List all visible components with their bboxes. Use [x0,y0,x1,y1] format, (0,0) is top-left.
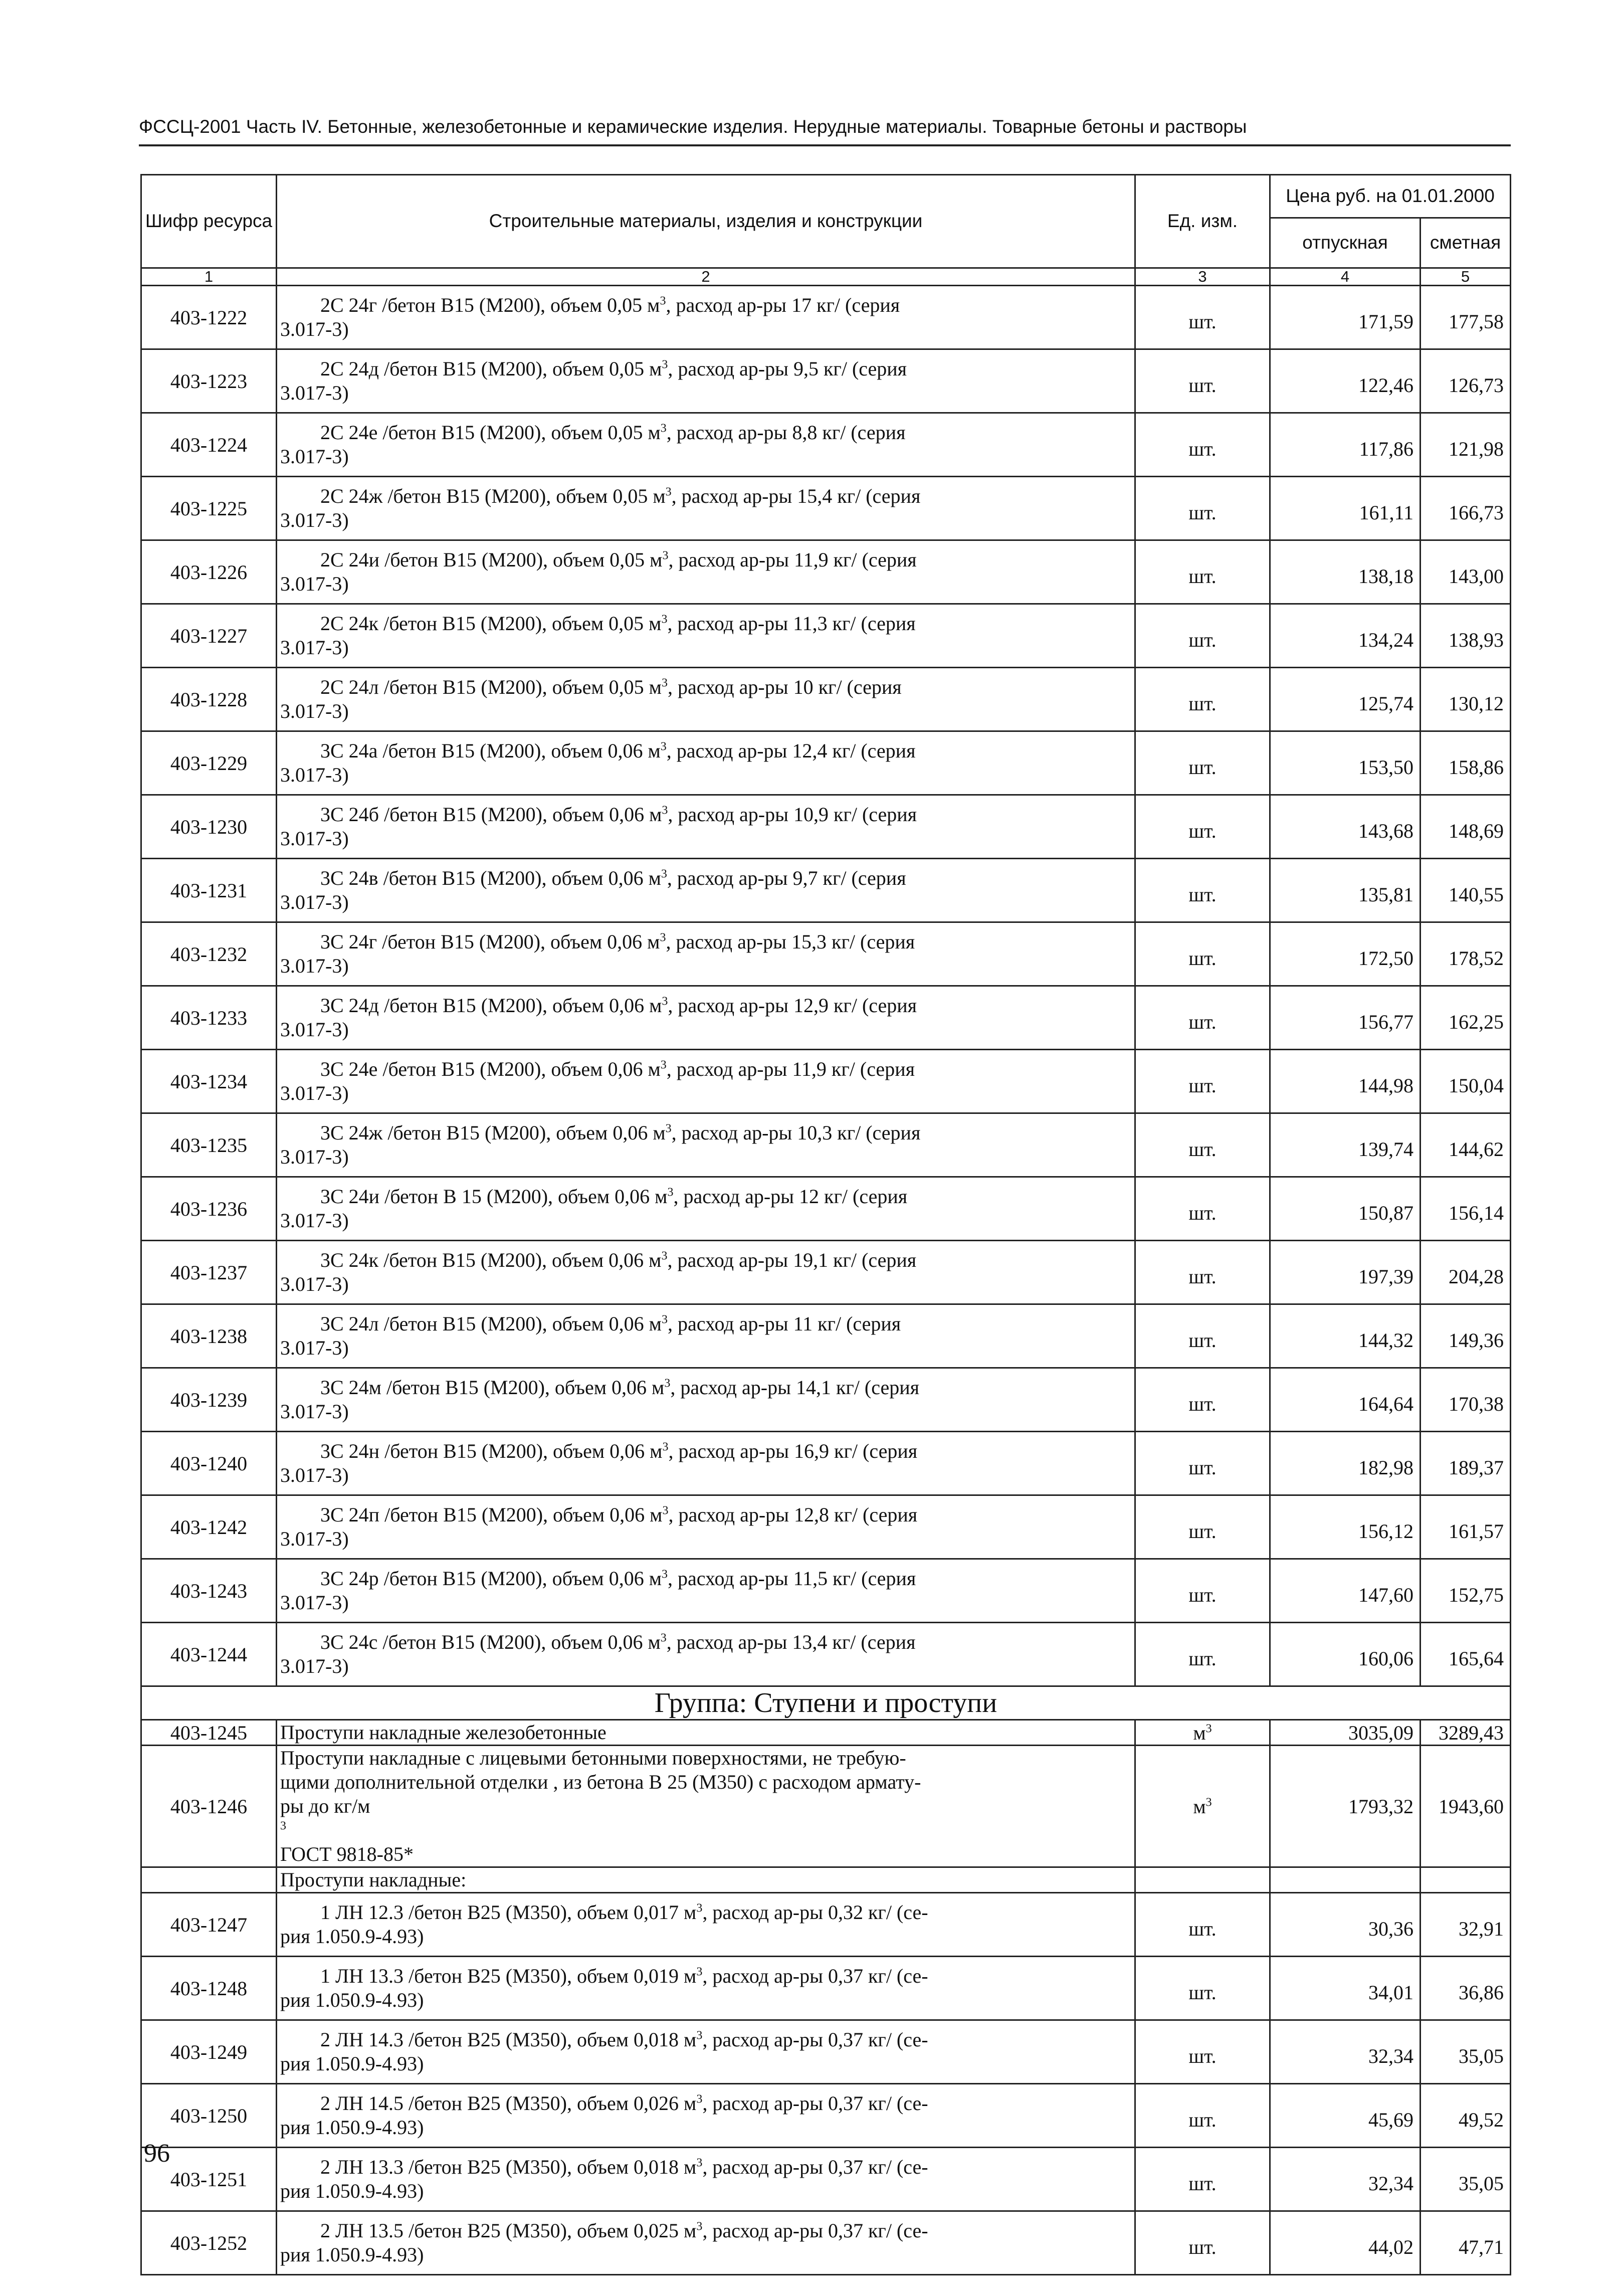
material-name: 3С 24б /бетон В15 (М200), объем 0,06 $м^3$, расход ар-ры 10,9 кг/ (серия 3.017-3) [277,795,1135,859]
table-row [141,477,1511,540]
table-row [141,1241,1511,1304]
page-header-title: ФССЦ-2001 Часть IV. Бетонные, железобетонные и керамические изделия. Нерудные материалы. Товарные бетоны и растворы [139,116,1247,137]
estimate-price: 32,91 [1421,1893,1511,1957]
estimate-price: 148,69 [1421,795,1511,859]
material-name: 2С 24ж /бетон В15 (М200), объем 0,05 $м^3$, расход ар-ры 15,4 кг/ (серия 3.017-3) [277,477,1135,540]
header-price: Цена руб. на 01.01.2000 [1270,175,1511,218]
estimate-price: 143,00 [1421,540,1511,604]
estimate-price: 130,12 [1421,668,1511,731]
material-name: 3С 24н /бетон В15 (М200), объем 0,06 $м^3$, расход ар-ры 16,9 кг/ (серия 3.017-3) [277,1432,1135,1495]
table-row [141,540,1511,604]
release-price: 197,39 [1270,1241,1421,1304]
unit-cell: шт. [1135,859,1270,922]
table-row [141,1050,1511,1113]
unit-cell: $м^3$ [1135,1746,1270,1867]
table-row [141,1559,1511,1623]
material-name: 3С 24к /бетон В15 (М200), объем 0,06 $м^3$, расход ар-ры 19,1 кг/ (серия 3.017-3) [277,1241,1135,1304]
header-unit: Ед. изм. [1135,175,1270,268]
col-number: 3 [1135,268,1270,286]
resource-code: 403-1250 [141,2084,277,2148]
unit-cell: шт. [1135,477,1270,540]
resource-code [141,1867,277,1893]
estimate-price: 126,73 [1421,349,1511,413]
estimate-price: 121,98 [1421,413,1511,477]
col-number: 4 [1270,268,1421,286]
estimate-price: 149,36 [1421,1304,1511,1368]
estimate-price: 156,14 [1421,1177,1511,1241]
release-price: 122,46 [1270,349,1421,413]
table-row [141,1623,1511,1686]
table-row [141,986,1511,1050]
table-row [141,1720,1511,1746]
resource-code: 403-1230 [141,795,277,859]
resource-code: 403-1233 [141,986,277,1050]
table-row [141,604,1511,668]
unit-cell: шт. [1135,1304,1270,1368]
release-price: 32,34 [1270,2148,1421,2211]
release-price: 161,11 [1270,477,1421,540]
resource-code: 403-1227 [141,604,277,668]
table-row [141,1368,1511,1432]
unit-cell: шт. [1135,795,1270,859]
subheading: Проступи накладные: [277,1867,1135,1893]
header-code: Шифр ресурса [141,175,277,268]
resource-code: 403-1240 [141,1432,277,1495]
table-row [141,2148,1511,2211]
material-name: 2С 24д /бетон В15 (М200), объем 0,05 $м^3$, расход ар-ры 9,5 кг/ (серия 3.017-3) [277,349,1135,413]
unit-cell: шт. [1135,1368,1270,1432]
estimate-price: 35,05 [1421,2020,1511,2084]
header-release-price: отпускная [1270,218,1421,268]
release-price: 125,74 [1270,668,1421,731]
resource-code: 403-1247 [141,1893,277,1957]
release-price: 171,59 [1270,286,1421,349]
estimate-price: 162,25 [1421,986,1511,1050]
estimate-price: 177,58 [1421,286,1511,349]
table-body-group [141,1686,1511,1893]
estimate-price [1421,1867,1511,1893]
table-row [141,668,1511,731]
unit-cell: $м^3$ [1135,1720,1270,1746]
unit-cell: шт. [1135,1495,1270,1559]
release-price: 172,50 [1270,922,1421,986]
unit-cell: шт. [1135,1241,1270,1304]
header-rule [139,144,1511,146]
material-name: 3С 24с /бетон В15 (М200), объем 0,06 $м^3$, расход ар-ры 13,4 кг/ (серия 3.017-3) [277,1623,1135,1686]
material-name: 2С 24г /бетон В15 (М200), объем 0,05 $м^3$, расход ар-ры 17 кг/ (серия 3.017-3) [277,286,1135,349]
release-price: 44,02 [1270,2211,1421,2275]
resource-code: 403-1252 [141,2211,277,2275]
unit-cell [1135,1867,1270,1893]
table-row [141,1957,1511,2020]
unit-cell: шт. [1135,731,1270,795]
resource-code: 403-1243 [141,1559,277,1623]
resource-code: 403-1245 [141,1720,277,1746]
table-row [141,795,1511,859]
estimate-price: 36,86 [1421,1957,1511,2020]
release-price: 160,06 [1270,1623,1421,1686]
material-name: 2 ЛН 13.5 /бетон В25 (М350), объем 0,025 $м^3$, расход ар-ры 0,37 кг/ (се- рия 1.050.9-4.93) [277,2211,1135,2275]
table-row [141,1304,1511,1368]
unit-cell: шт. [1135,1559,1270,1623]
unit-cell: шт. [1135,1432,1270,1495]
table-row [141,731,1511,795]
unit-cell: шт. [1135,1050,1270,1113]
resource-code: 403-1223 [141,349,277,413]
table-row [141,1432,1511,1495]
material-name: 3С 24д /бетон В15 (М200), объем 0,06 $м^3$, расход ар-ры 12,9 кг/ (серия 3.017-3) [277,986,1135,1050]
material-name: 2С 24к /бетон В15 (М200), объем 0,05 $м^3$, расход ар-ры 11,3 кг/ (серия 3.017-3) [277,604,1135,668]
release-price: 182,98 [1270,1432,1421,1495]
estimate-price: 35,05 [1421,2148,1511,2211]
table-body-products [141,286,1511,1686]
resource-code: 403-1246 [141,1746,277,1867]
release-price: 32,34 [1270,2020,1421,2084]
release-price: 34,01 [1270,1957,1421,2020]
table-row [141,922,1511,986]
table-row [141,859,1511,922]
material-name: 2 ЛН 14.5 /бетон В25 (М350), объем 0,026 $м^3$, расход ар-ры 0,37 кг/ (се- рия 1.050.9-4.93) [277,2084,1135,2148]
release-price: 164,64 [1270,1368,1421,1432]
estimate-price: 178,52 [1421,922,1511,986]
unit-cell: шт. [1135,2148,1270,2211]
col-number: 1 [141,268,277,286]
release-price: 156,77 [1270,986,1421,1050]
material-name: 3С 24л /бетон В15 (М200), объем 0,06 $м^3$, расход ар-ры 11 кг/ (серия 3.017-3) [277,1304,1135,1368]
resource-code: 403-1222 [141,286,277,349]
release-price: 1793,32 [1270,1746,1421,1867]
release-price: 150,87 [1270,1177,1421,1241]
page-number: 96 [144,2139,170,2168]
unit-cell: шт. [1135,1893,1270,1957]
estimate-price: 1943,60 [1421,1746,1511,1867]
release-price [1270,1867,1421,1893]
resource-code: 403-1234 [141,1050,277,1113]
table-row [141,1177,1511,1241]
estimate-price: 49,52 [1421,2084,1511,2148]
release-price: 134,24 [1270,604,1421,668]
estimate-price: 204,28 [1421,1241,1511,1304]
resource-code: 403-1224 [141,413,277,477]
resource-code: 403-1232 [141,922,277,986]
unit-cell: шт. [1135,986,1270,1050]
material-name: 3С 24р /бетон В15 (М200), объем 0,06 $м^3$, расход ар-ры 11,5 кг/ (серия 3.017-3) [277,1559,1135,1623]
unit-cell: шт. [1135,540,1270,604]
unit-cell: шт. [1135,604,1270,668]
header-name: Строительные материалы, изделия и конструкции [277,175,1135,268]
unit-cell: шт. [1135,668,1270,731]
unit-cell: шт. [1135,922,1270,986]
header-estimate-price: сметная [1421,218,1511,268]
material-name: 3С 24м /бетон В15 (М200), объем 0,06 $м^3$, расход ар-ры 14,1 кг/ (серия 3.017-3) [277,1368,1135,1432]
table-row [141,1867,1511,1893]
unit-cell: шт. [1135,2211,1270,2275]
table-row [141,1113,1511,1177]
resource-code: 403-1225 [141,477,277,540]
material-name: 3С 24ж /бетон В15 (М200), объем 0,06 $м^3$, расход ар-ры 10,3 кг/ (серия 3.017-3) [277,1113,1135,1177]
table-row [141,349,1511,413]
unit-cell: шт. [1135,413,1270,477]
unit-cell: шт. [1135,2084,1270,2148]
estimate-price: 166,73 [1421,477,1511,540]
unit-cell: шт. [1135,286,1270,349]
table-row [141,413,1511,477]
table-body-treads [141,1893,1511,2275]
unit-cell: шт. [1135,1957,1270,2020]
resource-code: 403-1229 [141,731,277,795]
material-name: 2С 24и /бетон В15 (М200), объем 0,05 $м^3$, расход ар-ры 11,9 кг/ (серия 3.017-3) [277,540,1135,604]
resource-code: 403-1251 [141,2148,277,2211]
material-name: 2 ЛН 14.3 /бетон В25 (М350), объем 0,018 $м^3$, расход ар-ры 0,37 кг/ (се- рия 1.050.9-4.93) [277,2020,1135,2084]
material-name: 1 ЛН 12.3 /бетон В25 (М350), объем 0,017 $м^3$, расход ар-ры 0,32 кг/ (се- рия 1.050.9-4.93) [277,1893,1135,1957]
table-row [141,286,1511,349]
material-name: Проступи накладные железобетонные [277,1720,1135,1746]
resource-code: 403-1248 [141,1957,277,2020]
resource-code: 403-1238 [141,1304,277,1368]
unit-cell: шт. [1135,349,1270,413]
estimate-price: 158,86 [1421,731,1511,795]
resource-code: 403-1236 [141,1177,277,1241]
resource-code: 403-1231 [141,859,277,922]
material-name: 3С 24в /бетон В15 (М200), объем 0,06 $м^3$, расход ар-ры 9,7 кг/ (серия 3.017-3) [277,859,1135,922]
table-row [141,1893,1511,1957]
release-price: 153,50 [1270,731,1421,795]
estimate-price: 47,71 [1421,2211,1511,2275]
material-name: 1 ЛН 13.3 /бетон В25 (М350), объем 0,019 $м^3$, расход ар-ры 0,37 кг/ (се- рия 1.050.9-4.93) [277,1957,1135,2020]
material-name: Проступи накладные с лицевыми бетонными поверхностями, не требую- щими дополнительной отделки , из бетона В 25 (М350) с расходом армату- ры до кг/м $^3$ ГОСТ 9818-85* [277,1746,1135,1867]
resource-code: 403-1235 [141,1113,277,1177]
resource-code: 403-1239 [141,1368,277,1432]
table-row [141,2020,1511,2084]
resource-code: 403-1228 [141,668,277,731]
estimate-price: 152,75 [1421,1559,1511,1623]
table-row [141,1746,1511,1867]
table-row [141,2211,1511,2275]
resource-code: 403-1249 [141,2020,277,2084]
release-price: 139,74 [1270,1113,1421,1177]
release-price: 144,98 [1270,1050,1421,1113]
resource-code: 403-1237 [141,1241,277,1304]
material-name: 2С 24е /бетон В15 (М200), объем 0,05 $м^3$, расход ар-ры 8,8 кг/ (серия 3.017-3) [277,413,1135,477]
release-price: 3035,09 [1270,1720,1421,1746]
resource-code: 403-1242 [141,1495,277,1559]
material-name: 3С 24п /бетон В15 (М200), объем 0,06 $м^3$, расход ар-ры 12,8 кг/ (серия 3.017-3) [277,1495,1135,1559]
release-price: 45,69 [1270,2084,1421,2148]
unit-cell: шт. [1135,1623,1270,1686]
release-price: 138,18 [1270,540,1421,604]
estimate-price: 165,64 [1421,1623,1511,1686]
release-price: 117,86 [1270,413,1421,477]
estimate-price: 144,62 [1421,1113,1511,1177]
resource-code: 403-1244 [141,1623,277,1686]
material-name: 2 ЛН 13.3 /бетон В25 (М350), объем 0,018 $м^3$, расход ар-ры 0,37 кг/ (се- рия 1.050.9-4.93) [277,2148,1135,2211]
estimate-price: 189,37 [1421,1432,1511,1495]
release-price: 143,68 [1270,795,1421,859]
unit-cell: шт. [1135,1113,1270,1177]
estimate-price: 138,93 [1421,604,1511,668]
price-table [140,174,1511,2275]
unit-cell: шт. [1135,2020,1270,2084]
material-name: 3С 24и /бетон В 15 (М200), объем 0,06 $м^3$, расход ар-ры 12 кг/ (серия 3.017-3) [277,1177,1135,1241]
release-price: 144,32 [1270,1304,1421,1368]
release-price: 30,36 [1270,1893,1421,1957]
material-name: 2С 24л /бетон В15 (М200), объем 0,05 $м^3$, расход ар-ры 10 кг/ (серия 3.017-3) [277,668,1135,731]
group-heading: Группа: Ступени и проступи [141,1686,1511,1720]
material-name: 3С 24а /бетон В15 (М200), объем 0,06 $м^3$, расход ар-ры 12,4 кг/ (серия 3.017-3) [277,731,1135,795]
estimate-price: 150,04 [1421,1050,1511,1113]
table-row [141,1495,1511,1559]
col-number: 2 [277,268,1135,286]
resource-code: 403-1226 [141,540,277,604]
estimate-price: 3289,43 [1421,1720,1511,1746]
estimate-price: 140,55 [1421,859,1511,922]
estimate-price: 161,57 [1421,1495,1511,1559]
material-name: 3С 24г /бетон В15 (М200), объем 0,06 $м^3$, расход ар-ры 15,3 кг/ (серия 3.017-3) [277,922,1135,986]
unit-cell: шт. [1135,1177,1270,1241]
estimate-price: 170,38 [1421,1368,1511,1432]
material-name: 3С 24е /бетон В15 (М200), объем 0,06 $м^3$, расход ар-ры 11,9 кг/ (серия 3.017-3) [277,1050,1135,1113]
release-price: 147,60 [1270,1559,1421,1623]
release-price: 156,12 [1270,1495,1421,1559]
col-number: 5 [1421,268,1511,286]
table-row [141,2084,1511,2148]
release-price: 135,81 [1270,859,1421,922]
